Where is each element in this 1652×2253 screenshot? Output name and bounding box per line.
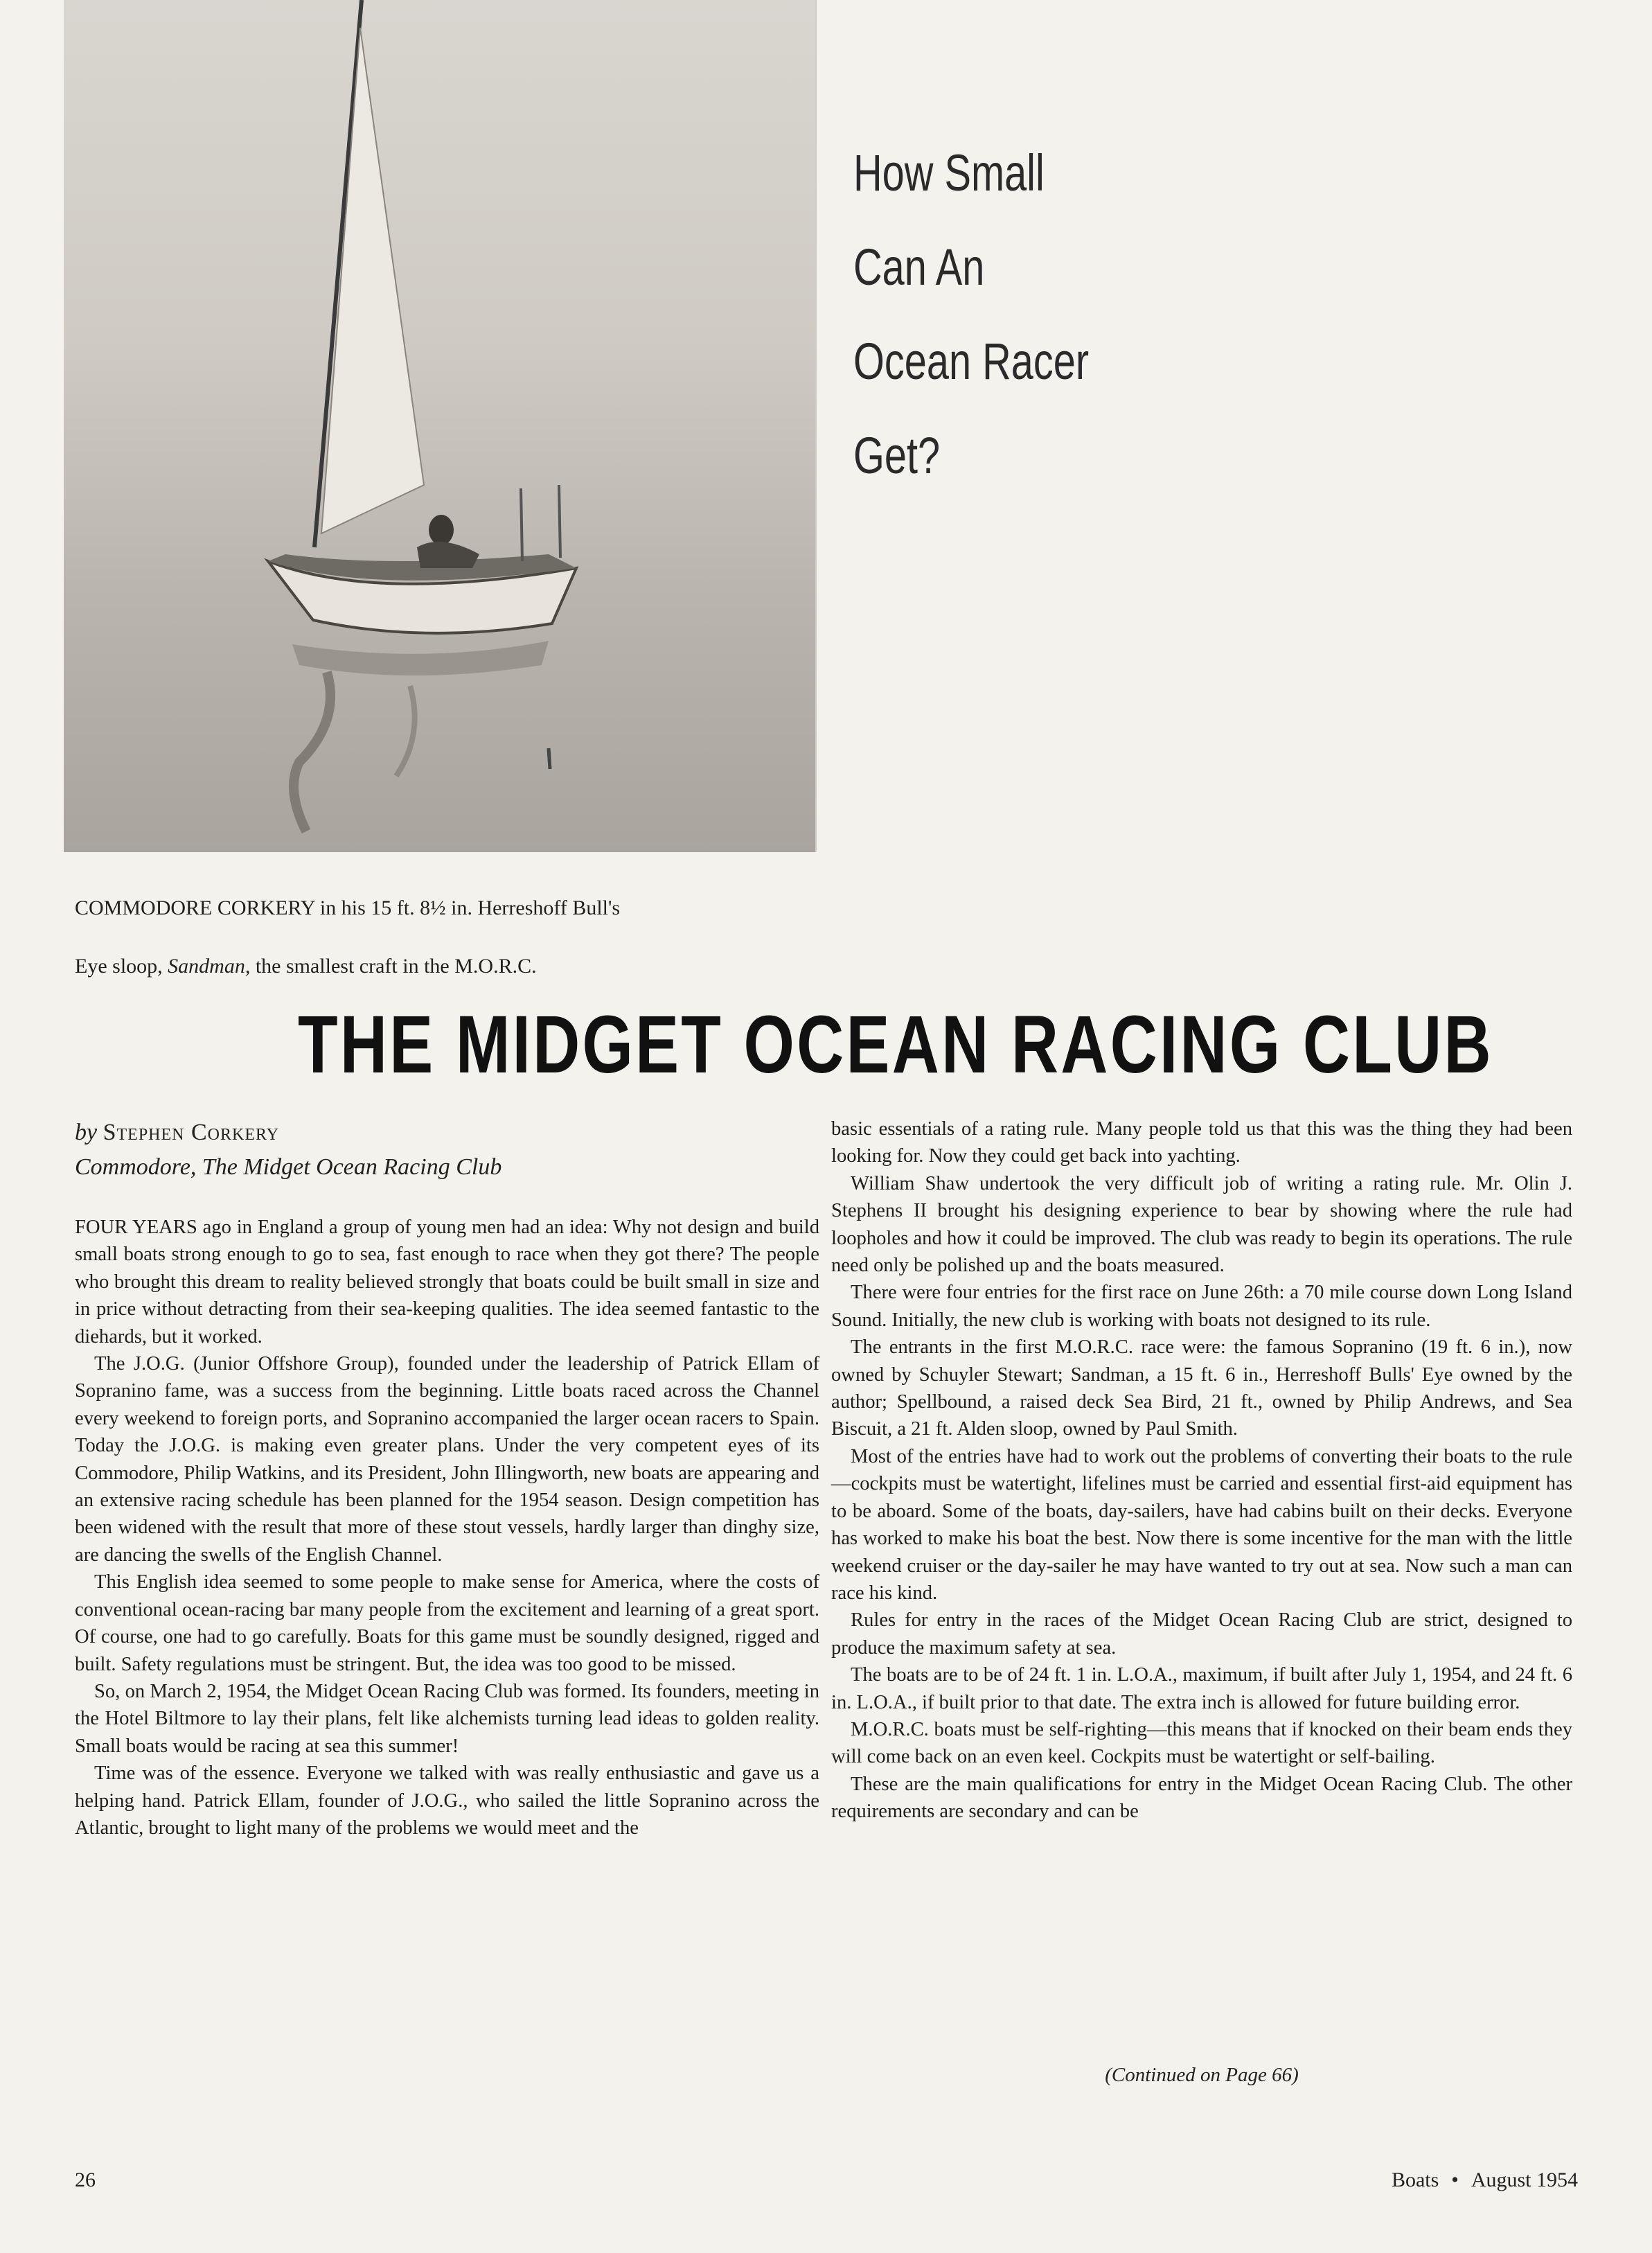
paragraph: The boats are to be of 24 ft. 1 in. L.O.A., maximum, if built after July 1, 1954, and 24 ft. 6 in. L.O.A., if built prior to that date. The extra inch is allowed for future building error. — [831, 1664, 1572, 1713]
byline-by: by — [75, 1120, 98, 1145]
footer-separator: • — [1451, 2168, 1459, 2191]
byline — [75, 1115, 809, 1185]
page-number: 26 — [75, 2168, 96, 2191]
caption-line-2-start: Eye sloop, — [75, 955, 168, 978]
paragraph: M.O.R.C. boats must be self-righting—this means that if knocked on their beam ends they will come back on an even keel. Cockpits must be watertight or self-bailing. — [831, 1718, 1572, 1768]
article-title — [853, 135, 1178, 512]
magazine-name: Boats — [1391, 2168, 1439, 2191]
byline-role: Commodore, The Midget Ocean Racing Club — [75, 1154, 502, 1180]
sailboat-photo — [64, 0, 817, 852]
caption-boat-name: Sandman, — [168, 955, 251, 978]
headline: THE MIDGET OCEAN RACING CLUB — [298, 999, 1493, 1090]
paragraph: Time was of the essence. Everyone we talked with was really enthusiastic and gave us a helping hand. Patrick Ellam, founder of J.O.G., who sailed the little Sopranino across the Atlantic, brought to light many of the problems we would meet and the — [75, 1762, 819, 1839]
photo-caption — [75, 865, 823, 981]
footer-masthead — [1252, 2168, 1578, 2192]
paragraph: So, on March 2, 1954, the Midget Ocean Racing Club was formed. Its founders, meeting in the Hotel Biltmore to lay their plans, felt like alchemists turning lead ideas to golden reality. Small boats would be racing at sea this summer! — [75, 1680, 819, 1757]
paragraph: Most of the entries have had to work out the problems of converting their boats to the rule—cockpits must be watertight, lifelines must be carried and essential first-aid equipment has to be aboard. Some of the boats, day-sailers, have had cabins built on their decks. Everyone has worked to make his boat the best. Now there is some incentive for the man with the little weekend cruiser or the day-sailer he may have wanted to try out at sea. Now such a man can race his kind. — [831, 1445, 1572, 1604]
left-column — [75, 1214, 819, 1841]
continued-note: (Continued on Page 66) — [1105, 2064, 1299, 2086]
paragraph: FOUR YEARS ago in England a group of young men had an idea: Why not design and build small boats strong enough to go to sea, fast enough to race when they got there? The people who brought this dream to reality believed strongly that boats could be built small in size and in price without detracting from their sea-keeping qualities. The idea seemed fantastic to the diehards, but it worked. — [75, 1217, 819, 1348]
paragraph: The J.O.G. (Junior Offshore Group), founded under the leadership of Patrick Ellam of Sopranino fame, was a success from the beginning. Little boats raced across the Channel every weekend to foreign ports, and Sopranino accompanied the larger ocean racers to Spain. Today the J.O.G. is making even greater plans. Under the very competent eyes of its Commodore, Philip Watkins, and its President, John Illingworth, new boats are appearing and an extensive racing schedule has been planned for the 1954 season. Design competition has been widened with the result that more of these stout vessels, hardly larger than dinghy size, are dancing the swells of the English Channel. — [75, 1353, 819, 1566]
title-line-1: How Small — [853, 144, 1045, 202]
caption-line-2-end: the smallest craft in the M.O.R.C. — [250, 955, 537, 978]
paragraph: basic essentials of a rating rule. Many people told us that this was the thing they had been looking for. Now they could get back into yachting. — [831, 1118, 1572, 1167]
title-line-3: Ocean Racer — [853, 333, 1090, 390]
paragraph: The entrants in the first M.O.R.C. race were: the famous Sopranino (19 ft. 6 in.), now owned by Schuyler Stewart; Sandman, a 15 ft. 6 in., Herreshoff Bulls' Eye owned by the author; Spellbound, a raised deck Sea Bird, 21 ft., owned by Philip Andrews, and Sea Biscuit, a 21 ft. Alden sloop, owned by Paul Smith. — [831, 1336, 1572, 1440]
paragraph: William Shaw undertook the very difficult job of writing a rating rule. Mr. Olin J. Stephens II brought his designing experience to bear by showing where the rule had loopholes and how it could be improved. The club was ready to begin its operations. The rule need only be polished up and the boats measured. — [831, 1172, 1572, 1277]
title-line-4: Get? — [853, 427, 941, 484]
caption-line-1: COMMODORE CORKERY in his 15 ft. 8½ in. Herreshoff Bull's — [75, 896, 621, 919]
paragraph: There were four entries for the first race on June 26th: a 70 mile course down Long Island Sound. Initially, the new club is working with boats not designed to its rule. — [831, 1282, 1572, 1331]
issue-date: August 1954 — [1471, 2168, 1578, 2191]
paragraph: This English idea seemed to some people to make sense for America, where the costs of conventional ocean-racing bar many people from the excitement and learning of a great sport. Of course, one had to go carefully. Boats for this game must be soundly designed, rigged and built. Safety regulations must be stringent. But, the idea was too good to be missed. — [75, 1571, 819, 1675]
sailboat-photo-icon — [64, 0, 815, 852]
byline-author: Stephen Corkery — [103, 1120, 280, 1145]
right-column — [831, 1115, 1572, 1826]
title-line-2: Can An — [853, 238, 985, 296]
paragraph: These are the main qualifications for entry in the Midget Ocean Racing Club. The other requirements are secondary and can be — [831, 1773, 1572, 1823]
paragraph: Rules for entry in the races of the Midget Ocean Racing Club are strict, designed to produce the maximum safety at sea. — [831, 1609, 1572, 1659]
